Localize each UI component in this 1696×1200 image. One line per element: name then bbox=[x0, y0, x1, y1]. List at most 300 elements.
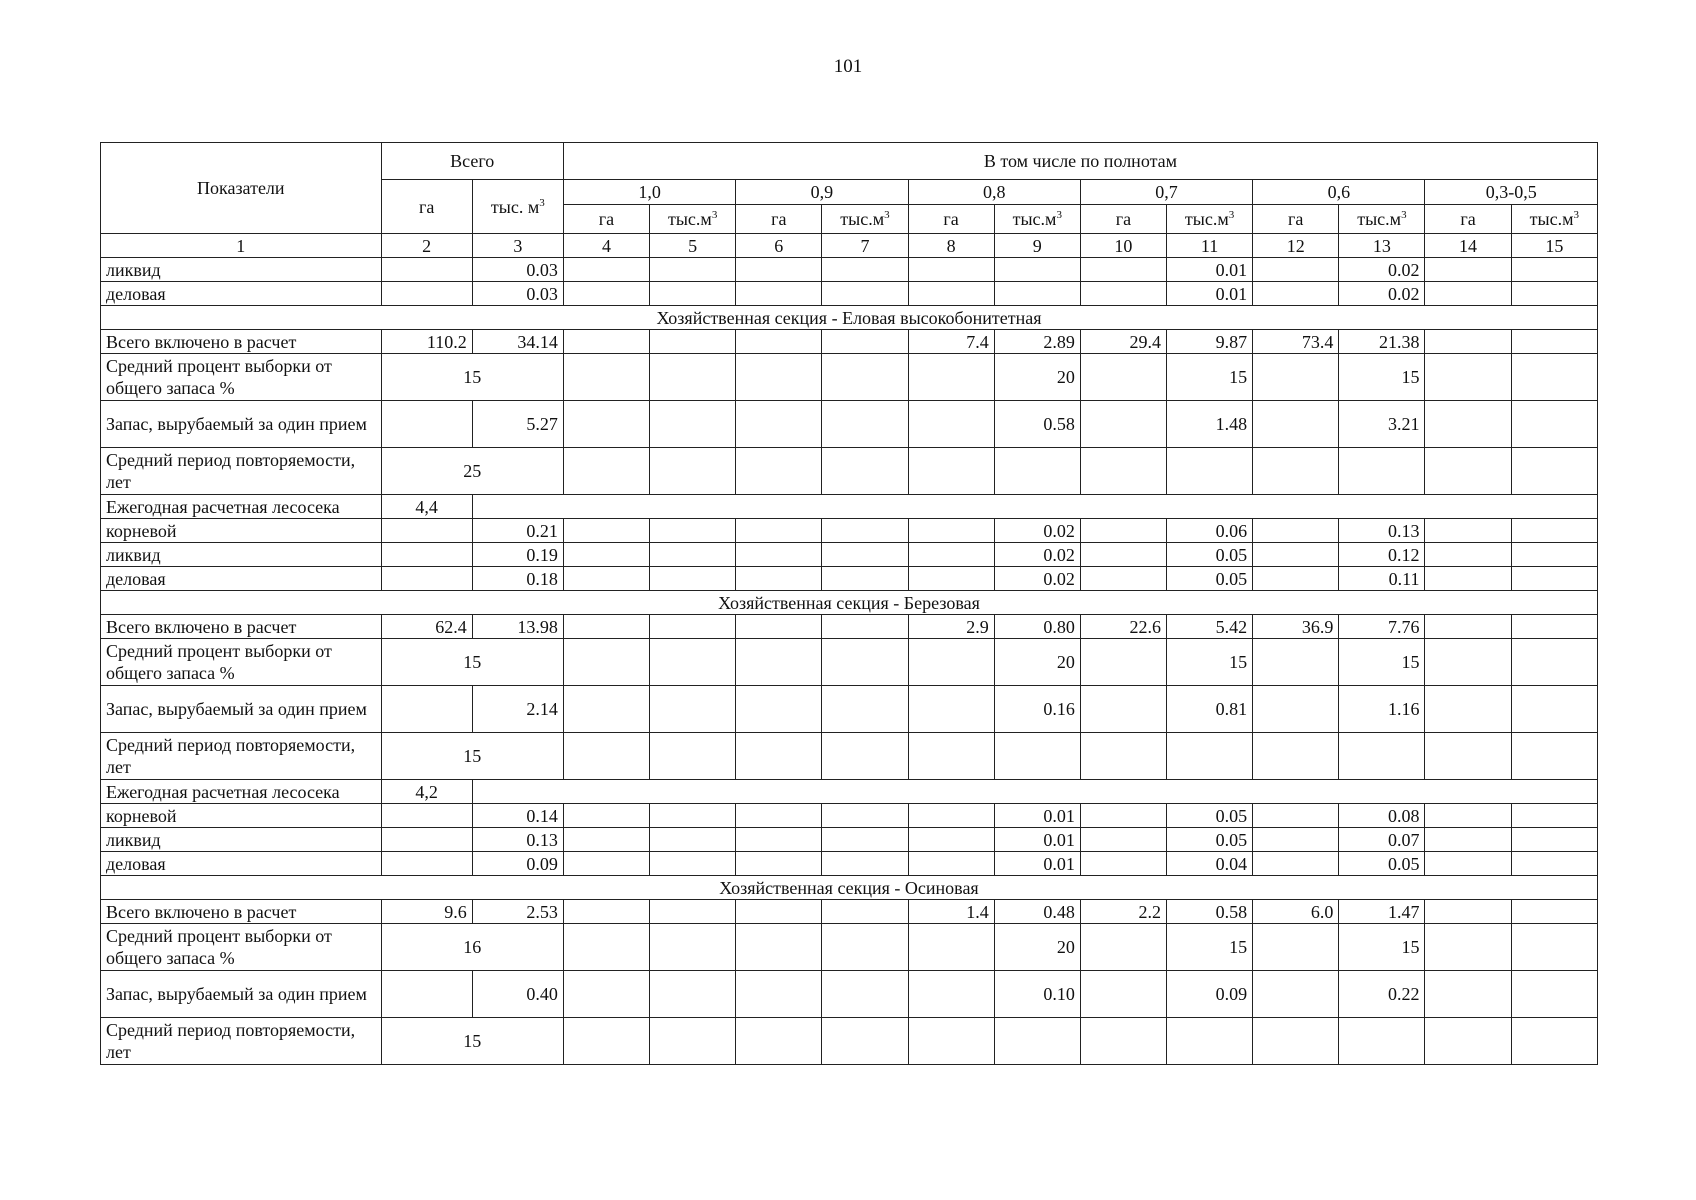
table-cell bbox=[908, 733, 994, 780]
table-cell: 0.58 bbox=[994, 401, 1080, 448]
table-cell bbox=[1253, 686, 1339, 733]
table-cell: 7.76 bbox=[1339, 615, 1425, 639]
table-row bbox=[101, 495, 1598, 519]
table-cell bbox=[822, 258, 908, 282]
table-cell bbox=[1511, 924, 1597, 971]
table-row bbox=[101, 733, 1598, 780]
total-volume-header: тыс. $м^3$ bbox=[472, 180, 563, 234]
table-cell bbox=[822, 924, 908, 971]
table-cell: 0.80 bbox=[994, 615, 1080, 639]
by-density-header: В том числе по полнотам bbox=[563, 143, 1597, 180]
table-cell bbox=[563, 686, 649, 733]
table-cell bbox=[563, 401, 649, 448]
table-cell bbox=[650, 258, 736, 282]
table-cell: 0.09 bbox=[472, 852, 563, 876]
column-number: 11 bbox=[1167, 234, 1253, 258]
table-cell bbox=[908, 686, 994, 733]
table-cell bbox=[908, 852, 994, 876]
table-cell bbox=[650, 330, 736, 354]
table-cell: 0.03 bbox=[472, 258, 563, 282]
table-cell bbox=[908, 543, 994, 567]
table-cell bbox=[908, 282, 994, 306]
table-cell bbox=[908, 639, 994, 686]
table-cell: 110.2 bbox=[381, 330, 472, 354]
table-cell bbox=[736, 615, 822, 639]
table-cell: 0.13 bbox=[1339, 519, 1425, 543]
table-cell bbox=[1425, 330, 1511, 354]
column-number: 1 bbox=[101, 234, 382, 258]
table-row bbox=[101, 258, 1598, 282]
table-cell bbox=[822, 519, 908, 543]
table-cell bbox=[736, 804, 822, 828]
table-cell bbox=[1425, 828, 1511, 852]
table-cell: 5.27 bbox=[472, 401, 563, 448]
table-cell: 0.58 bbox=[1167, 900, 1253, 924]
column-number: 9 bbox=[994, 234, 1080, 258]
row-label: ликвид bbox=[101, 543, 382, 567]
table-cell bbox=[908, 258, 994, 282]
table-cell bbox=[1080, 686, 1166, 733]
density-header: 0,6 bbox=[1253, 180, 1425, 205]
column-number: 13 bbox=[1339, 234, 1425, 258]
table-cell bbox=[1425, 686, 1511, 733]
table-cell bbox=[381, 686, 472, 733]
table-cell: 0.12 bbox=[1339, 543, 1425, 567]
unit-ha-header: га bbox=[1080, 205, 1166, 234]
table-cell bbox=[736, 852, 822, 876]
table-cell: 21.38 bbox=[1339, 330, 1425, 354]
table-cell bbox=[1425, 900, 1511, 924]
table-cell: 0.02 bbox=[994, 567, 1080, 591]
density-header: 0,3-0,5 bbox=[1425, 180, 1598, 205]
table-cell bbox=[650, 804, 736, 828]
table-cell bbox=[822, 639, 908, 686]
table-cell bbox=[1425, 401, 1511, 448]
total-merged-cell: 25 bbox=[381, 448, 563, 495]
table-cell bbox=[1253, 924, 1339, 971]
table-cell bbox=[1425, 615, 1511, 639]
table-cell bbox=[822, 567, 908, 591]
table-cell bbox=[736, 971, 822, 1018]
table-cell bbox=[563, 567, 649, 591]
table-cell bbox=[822, 615, 908, 639]
column-number: 4 bbox=[563, 234, 649, 258]
density-header: 1,0 bbox=[563, 180, 735, 205]
table-cell bbox=[1339, 448, 1425, 495]
table-cell bbox=[650, 686, 736, 733]
total-merged-cell: 16 bbox=[381, 924, 563, 971]
column-number: 10 bbox=[1080, 234, 1166, 258]
table-cell bbox=[1253, 1018, 1339, 1065]
table-cell bbox=[650, 354, 736, 401]
table-cell bbox=[1253, 519, 1339, 543]
table-cell bbox=[1080, 282, 1166, 306]
table-cell bbox=[736, 258, 822, 282]
table-cell bbox=[563, 258, 649, 282]
unit-ha-header: га bbox=[908, 205, 994, 234]
table-cell bbox=[1080, 804, 1166, 828]
table-cell bbox=[650, 852, 736, 876]
table-cell bbox=[736, 1018, 822, 1065]
table-cell: 15 bbox=[1339, 639, 1425, 686]
table-cell: 0.05 bbox=[1167, 567, 1253, 591]
table-cell bbox=[1511, 354, 1597, 401]
table-cell bbox=[908, 354, 994, 401]
table-cell bbox=[736, 686, 822, 733]
table-cell bbox=[1167, 1018, 1253, 1065]
table-cell: 13.98 bbox=[472, 615, 563, 639]
table-row bbox=[101, 330, 1598, 354]
table-row bbox=[101, 448, 1598, 495]
table-cell bbox=[822, 733, 908, 780]
table-cell bbox=[381, 804, 472, 828]
table-cell bbox=[822, 401, 908, 448]
table-cell bbox=[1253, 543, 1339, 567]
unit-ha-header: га bbox=[1425, 205, 1511, 234]
table-cell bbox=[736, 733, 822, 780]
table-row bbox=[101, 852, 1598, 876]
table-cell: 2.14 bbox=[472, 686, 563, 733]
table-cell bbox=[650, 639, 736, 686]
table-cell bbox=[1425, 804, 1511, 828]
table-cell bbox=[563, 282, 649, 306]
table-cell bbox=[736, 330, 822, 354]
row-label: Средний период повторяемости, лет bbox=[101, 1018, 382, 1065]
table-cell bbox=[1253, 401, 1339, 448]
table-cell: 62.4 bbox=[381, 615, 472, 639]
table-cell bbox=[1425, 282, 1511, 306]
table-cell: 0.09 bbox=[1167, 971, 1253, 1018]
table-cell bbox=[908, 401, 994, 448]
row-label: Запас, вырубаемый за один прием bbox=[101, 401, 382, 448]
table-cell: 0.40 bbox=[472, 971, 563, 1018]
table-cell: 2.89 bbox=[994, 330, 1080, 354]
table-cell: 0.05 bbox=[1167, 804, 1253, 828]
table-cell: 0.05 bbox=[1167, 828, 1253, 852]
table-cell: 0.06 bbox=[1167, 519, 1253, 543]
table-cell: 20 bbox=[994, 354, 1080, 401]
table-cell bbox=[650, 900, 736, 924]
table-cell bbox=[1511, 639, 1597, 686]
column-number: 2 bbox=[381, 234, 472, 258]
table-cell: 0.01 bbox=[1167, 258, 1253, 282]
table-cell: 0.02 bbox=[994, 519, 1080, 543]
row-label: Запас, вырубаемый за один прием bbox=[101, 971, 382, 1018]
table-cell bbox=[736, 543, 822, 567]
row-label: Ежегодная расчетная лесосека bbox=[101, 780, 382, 804]
table-cell bbox=[994, 448, 1080, 495]
table-cell bbox=[1511, 330, 1597, 354]
table-cell: 2.2 bbox=[1080, 900, 1166, 924]
table-cell bbox=[563, 828, 649, 852]
table-cell bbox=[822, 804, 908, 828]
total-merged-cell: 15 bbox=[381, 733, 563, 780]
table-cell: 0.48 bbox=[994, 900, 1080, 924]
table-cell bbox=[1253, 448, 1339, 495]
table-cell bbox=[1511, 519, 1597, 543]
annual-value: 4,2 bbox=[381, 780, 472, 804]
table-cell bbox=[563, 804, 649, 828]
table-cell: 1.4 bbox=[908, 900, 994, 924]
table-cell: 15 bbox=[1167, 924, 1253, 971]
table-cell: 0.08 bbox=[1339, 804, 1425, 828]
row-label: корневой bbox=[101, 804, 382, 828]
table-cell bbox=[563, 639, 649, 686]
table-cell bbox=[563, 852, 649, 876]
table-cell bbox=[1511, 615, 1597, 639]
table-cell: 0.18 bbox=[472, 567, 563, 591]
table-cell: 34.14 bbox=[472, 330, 563, 354]
table-cell bbox=[1080, 971, 1166, 1018]
table-cell bbox=[822, 282, 908, 306]
table-cell bbox=[381, 282, 472, 306]
table-cell: 0.05 bbox=[1167, 543, 1253, 567]
table-cell bbox=[650, 733, 736, 780]
table-cell bbox=[1511, 543, 1597, 567]
table-cell bbox=[1425, 924, 1511, 971]
section-row bbox=[101, 876, 1598, 900]
table-cell: 15 bbox=[1339, 354, 1425, 401]
column-number: 8 bbox=[908, 234, 994, 258]
table-cell bbox=[822, 543, 908, 567]
table-cell bbox=[1253, 567, 1339, 591]
table-cell: 0.01 bbox=[994, 852, 1080, 876]
table-cell bbox=[736, 567, 822, 591]
table-cell bbox=[1080, 401, 1166, 448]
table-cell: 73.4 bbox=[1253, 330, 1339, 354]
table-cell bbox=[650, 924, 736, 971]
table-cell bbox=[1080, 733, 1166, 780]
row-label: Средний период повторяемости, лет bbox=[101, 448, 382, 495]
table-row bbox=[101, 401, 1598, 448]
table-cell: 0.02 bbox=[1339, 282, 1425, 306]
table-cell bbox=[822, 828, 908, 852]
unit-volume-header: $тыс.м^3$ bbox=[994, 205, 1080, 234]
table-cell bbox=[822, 686, 908, 733]
table-cell bbox=[1253, 828, 1339, 852]
table-row bbox=[101, 686, 1598, 733]
row-label: деловая bbox=[101, 852, 382, 876]
table-cell bbox=[822, 852, 908, 876]
table-cell bbox=[736, 900, 822, 924]
unit-volume-header: $тыс.м^3$ bbox=[1511, 205, 1597, 234]
section-row bbox=[101, 306, 1598, 330]
row-label: деловая bbox=[101, 567, 382, 591]
table-cell bbox=[736, 828, 822, 852]
table-cell bbox=[1253, 971, 1339, 1018]
density-header: 0,8 bbox=[908, 180, 1080, 205]
table-cell: 0.02 bbox=[994, 543, 1080, 567]
table-cell bbox=[908, 448, 994, 495]
table-cell bbox=[563, 733, 649, 780]
table-cell bbox=[650, 1018, 736, 1065]
table-cell: 0.01 bbox=[994, 804, 1080, 828]
empty-span-cell bbox=[472, 780, 1597, 804]
table-cell: 7.4 bbox=[908, 330, 994, 354]
section-title: Хозяйственная секция - Еловая высокобонитетная bbox=[101, 306, 1598, 330]
table-row bbox=[101, 828, 1598, 852]
table-cell: 0.03 bbox=[472, 282, 563, 306]
table-cell bbox=[1253, 733, 1339, 780]
table-cell: 0.10 bbox=[994, 971, 1080, 1018]
total-merged-cell: 15 bbox=[381, 354, 563, 401]
table-cell bbox=[1080, 1018, 1166, 1065]
table-cell: 0.21 bbox=[472, 519, 563, 543]
unit-volume-header: $тыс.м^3$ bbox=[650, 205, 736, 234]
table-cell bbox=[1080, 924, 1166, 971]
unit-ha-header: га bbox=[1253, 205, 1339, 234]
table-cell bbox=[650, 543, 736, 567]
row-label: Средний процент выборки от общего запаса % bbox=[101, 354, 382, 401]
table-cell: 20 bbox=[994, 924, 1080, 971]
table-cell bbox=[908, 519, 994, 543]
column-number: 7 bbox=[822, 234, 908, 258]
table-row bbox=[101, 615, 1598, 639]
table-cell bbox=[1511, 686, 1597, 733]
column-number: 14 bbox=[1425, 234, 1511, 258]
table-cell bbox=[736, 282, 822, 306]
table-cell bbox=[1425, 852, 1511, 876]
table-cell: 0.07 bbox=[1339, 828, 1425, 852]
total-ha-header: га bbox=[381, 180, 472, 234]
table-cell: 2.53 bbox=[472, 900, 563, 924]
table-cell bbox=[1511, 971, 1597, 1018]
unit-volume-header: $тыс.м^3$ bbox=[1167, 205, 1253, 234]
total-merged-cell: 15 bbox=[381, 1018, 563, 1065]
table-cell: 6.0 bbox=[1253, 900, 1339, 924]
table-cell bbox=[1080, 519, 1166, 543]
table-cell bbox=[822, 448, 908, 495]
table-cell bbox=[1425, 733, 1511, 780]
table-cell bbox=[650, 567, 736, 591]
table-cell bbox=[1080, 639, 1166, 686]
table-row bbox=[101, 1018, 1598, 1065]
table-cell bbox=[1080, 852, 1166, 876]
unit-volume-header: $тыс.м^3$ bbox=[822, 205, 908, 234]
table-cell bbox=[736, 401, 822, 448]
table-cell bbox=[650, 615, 736, 639]
table-cell bbox=[994, 258, 1080, 282]
table-cell bbox=[908, 924, 994, 971]
table-cell bbox=[822, 971, 908, 1018]
table-cell bbox=[736, 519, 822, 543]
table-cell: 9.87 bbox=[1167, 330, 1253, 354]
empty-span-cell bbox=[472, 495, 1597, 519]
table-cell bbox=[563, 971, 649, 1018]
table-cell bbox=[1080, 258, 1166, 282]
table-row bbox=[101, 924, 1598, 971]
row-label: деловая bbox=[101, 282, 382, 306]
indicators-header: Показатели bbox=[101, 143, 382, 234]
total-merged-cell: 15 bbox=[381, 639, 563, 686]
table-cell bbox=[1253, 804, 1339, 828]
unit-ha-header: га bbox=[736, 205, 822, 234]
column-number: 6 bbox=[736, 234, 822, 258]
table-cell: 15 bbox=[1167, 354, 1253, 401]
table-cell bbox=[822, 330, 908, 354]
table-cell bbox=[381, 519, 472, 543]
table-cell bbox=[1339, 1018, 1425, 1065]
table-cell bbox=[1167, 448, 1253, 495]
table-cell bbox=[1511, 733, 1597, 780]
table-cell bbox=[381, 543, 472, 567]
table-cell bbox=[908, 828, 994, 852]
column-numbers-row bbox=[101, 234, 1598, 258]
table-cell: 0.22 bbox=[1339, 971, 1425, 1018]
table-row bbox=[101, 804, 1598, 828]
table-cell: 15 bbox=[1339, 924, 1425, 971]
table-cell bbox=[1511, 828, 1597, 852]
table-cell bbox=[563, 519, 649, 543]
table-row bbox=[101, 780, 1598, 804]
table-cell bbox=[563, 1018, 649, 1065]
table-cell bbox=[563, 924, 649, 971]
table-cell bbox=[1080, 828, 1166, 852]
table-cell: 0.14 bbox=[472, 804, 563, 828]
table-cell bbox=[381, 258, 472, 282]
table-cell bbox=[736, 639, 822, 686]
table-cell bbox=[994, 282, 1080, 306]
row-label: Средний процент выборки от общего запаса % bbox=[101, 924, 382, 971]
table-cell: 0.19 bbox=[472, 543, 563, 567]
table-cell bbox=[994, 1018, 1080, 1065]
row-label: Всего включено в расчет bbox=[101, 900, 382, 924]
column-number: 5 bbox=[650, 234, 736, 258]
column-number: 15 bbox=[1511, 234, 1597, 258]
cutting-area-table bbox=[100, 142, 1598, 1065]
table-cell: 0.05 bbox=[1339, 852, 1425, 876]
table-cell bbox=[1080, 354, 1166, 401]
table-row bbox=[101, 639, 1598, 686]
unit-volume-header: $тыс.м^3$ bbox=[1339, 205, 1425, 234]
annual-value: 4,4 bbox=[381, 495, 472, 519]
table-row bbox=[101, 567, 1598, 591]
table-cell bbox=[822, 1018, 908, 1065]
row-label: Всего включено в расчет bbox=[101, 330, 382, 354]
table-cell bbox=[381, 828, 472, 852]
table-cell: 3.21 bbox=[1339, 401, 1425, 448]
table-cell bbox=[1425, 519, 1511, 543]
table-cell bbox=[1080, 448, 1166, 495]
table-cell bbox=[1511, 448, 1597, 495]
table-cell bbox=[1425, 971, 1511, 1018]
table-cell bbox=[1253, 639, 1339, 686]
column-number: 12 bbox=[1253, 234, 1339, 258]
table-cell bbox=[1339, 733, 1425, 780]
table-cell bbox=[908, 1018, 994, 1065]
table-row bbox=[101, 543, 1598, 567]
table-cell bbox=[563, 354, 649, 401]
table-cell bbox=[1511, 1018, 1597, 1065]
table-cell bbox=[736, 924, 822, 971]
table-cell bbox=[736, 354, 822, 401]
table-cell bbox=[1253, 282, 1339, 306]
table-cell bbox=[563, 615, 649, 639]
table-cell bbox=[1253, 258, 1339, 282]
row-label: ликвид bbox=[101, 828, 382, 852]
table-cell: 20 bbox=[994, 639, 1080, 686]
row-label: Ежегодная расчетная лесосека bbox=[101, 495, 382, 519]
table-cell bbox=[650, 519, 736, 543]
table-row bbox=[101, 971, 1598, 1018]
table-cell bbox=[1425, 448, 1511, 495]
table-cell bbox=[381, 401, 472, 448]
table-cell: 1.16 bbox=[1339, 686, 1425, 733]
table-cell bbox=[1253, 354, 1339, 401]
table-cell: 9.6 bbox=[381, 900, 472, 924]
table-cell: 29.4 bbox=[1080, 330, 1166, 354]
table-cell bbox=[381, 567, 472, 591]
